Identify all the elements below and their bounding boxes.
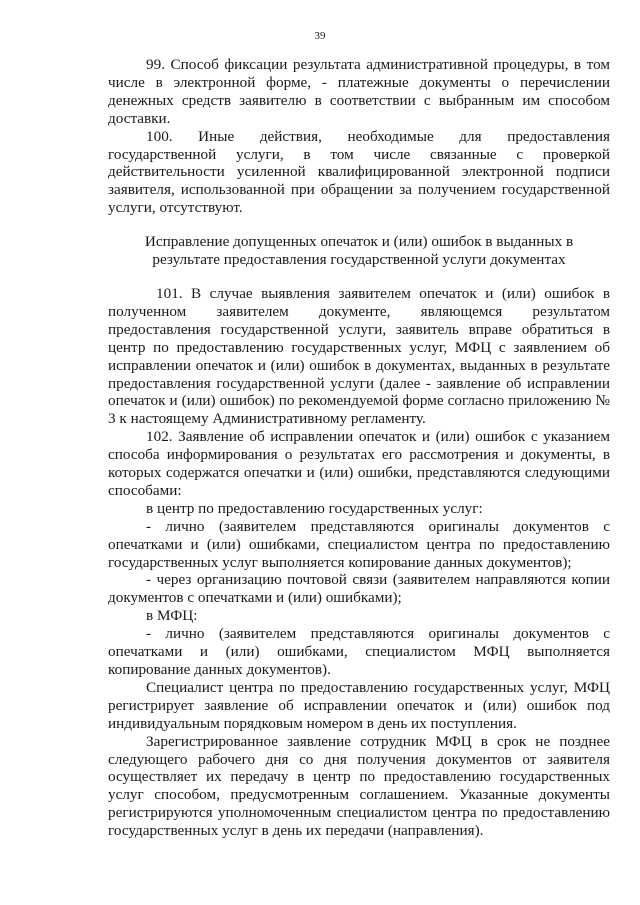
center-post-item: - через организацию почтовой связи (заявителем направляются копии документов с опечатками и (или) ошибками); [108,571,610,607]
registered-paragraph: Зарегистрированное заявление сотрудник МФЦ в срок не позднее следующего рабочего дня со дня получения документов от заявителя осуществляет их передачу в центр по предоставлению государственных услуг способом, предусмотренным соглашением. Указанные документы регистрируются уполномоченным специалистом центра по предоставлению государственных услуг в день их передачи (направления). [108,732,610,840]
spacer [108,269,610,285]
section-heading: Исправление допущенных опечаток и (или) ошибок в выданных в результате предоставления государственной услуги документах [144,233,574,269]
mfc-personal-item: - лично (заявителем представляются оригиналы документов с опечатками и (или) ошибками, специалистом МФЦ выполняется копирование данных документов). [108,625,610,678]
paragraph-101: 101. В случае выявления заявителем опечаток и (или) ошибок в полученном заявителем документе, являющемся результатом предоставления государственной услуги, заявитель вправе обратиться в центр по предоставлению государственных услуг, МФЦ с заявлением об исправлении опечаток и (или) ошибок в документах, выданных в результате предоставления государственной услуги (далее - заявление об исправлении опечаток и (или) ошибок) по рекомендуемой форме согласно приложению № 3 к настоящему Административному регламенту. [108,284,610,428]
center-label: в центр по предоставлению государственных услуг: [146,499,483,517]
paragraph-100: 100. Иные действия, необходимые для предоставления государственной услуги, в том числе связанные с проверкой действительности усиленной квалифицированной электронной подписи заявителя, использованной при обращении за получением государственной услуги, отсутствуют. [108,127,610,217]
document-body [108,56,610,840]
mfc-label: в МФЦ: [146,607,198,625]
center-personal-item: - лично (заявителем представляются оригиналы документов с опечатками и (или) ошибками, специалистом центра по предоставлению государственных услуг выполняется копирование данных документов); [108,517,610,571]
paragraph-102: 102. Заявление об исправлении опечаток и (или) ошибок с указанием способа информирования о результатах его рассмотрения и документы, в которых содержатся опечатки и (или) ошибки, представляются следующими способами: [108,428,610,499]
page-number: 39 [314,30,326,42]
paragraph-99: 99. Способ фиксации результата административной процедуры, в том числе в электронной форме, - платежные документы о перечислении денежных средств заявителю в соответствии с выбранным им способом доставки. [108,56,610,127]
specialist-paragraph: Специалист центра по предоставлению государственных услуг, МФЦ регистрирует заявление об исправлении опечаток и (или) ошибок под индивидуальным порядковым номером в день их поступления. [108,678,610,732]
spacer [108,217,610,233]
